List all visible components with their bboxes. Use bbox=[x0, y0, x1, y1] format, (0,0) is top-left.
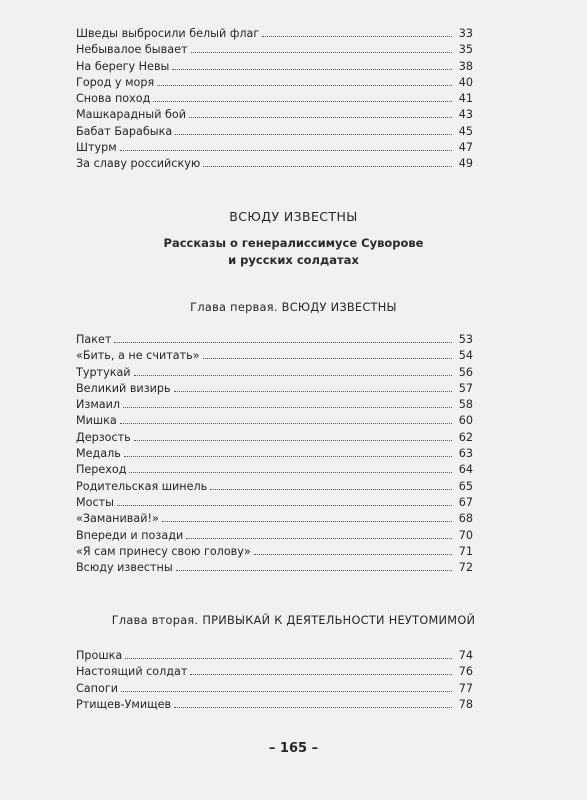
toc-entry-page: 70 bbox=[458, 528, 473, 542]
toc-entry-title: Впереди и позади bbox=[76, 528, 184, 542]
toc-entry bbox=[76, 124, 473, 140]
toc-entry-title: Мосты bbox=[76, 495, 114, 509]
toc-entry bbox=[76, 91, 473, 107]
toc-dot-leader bbox=[176, 570, 452, 571]
chapter-title: Глава вторая. ПРИВЫКАЙ К ДЕЯТЕЛЬНОСТИ НЕУТОМИМОЙ bbox=[111, 614, 476, 627]
toc-entry-title: Ртищев-Умищев bbox=[76, 697, 172, 711]
toc-dot-leader bbox=[210, 489, 452, 490]
toc-entry-page: 62 bbox=[458, 430, 473, 444]
toc-entry bbox=[76, 59, 473, 75]
toc-dot-leader bbox=[125, 658, 452, 659]
toc-entry-page: 56 bbox=[458, 365, 473, 379]
toc-dot-leader bbox=[114, 342, 452, 343]
toc-dot-leader bbox=[190, 674, 452, 675]
toc-entry-title: Великий визирь bbox=[76, 381, 171, 395]
toc-dot-leader bbox=[120, 423, 452, 424]
toc-entry bbox=[76, 365, 473, 381]
toc-dot-leader bbox=[134, 440, 452, 441]
toc-entry bbox=[76, 140, 473, 156]
toc-entry bbox=[76, 381, 473, 397]
toc-entry-page: 74 bbox=[458, 649, 473, 662]
toc-entry-page: 47 bbox=[458, 141, 473, 155]
toc-entry-title: Прошка bbox=[76, 649, 123, 662]
toc-dot-leader bbox=[203, 166, 452, 167]
toc-entry bbox=[76, 544, 473, 560]
toc-entry-page: 38 bbox=[458, 59, 473, 73]
toc-entry-title: Туртукай bbox=[76, 365, 131, 379]
section-subtitle-line2: и русских солдатах bbox=[228, 253, 359, 267]
toc-entry-title: Переход bbox=[76, 463, 127, 477]
toc-list-chapter1 bbox=[76, 332, 473, 576]
toc-entry-page: 43 bbox=[458, 108, 473, 122]
toc-dot-leader bbox=[172, 69, 452, 70]
section-subtitle-line1: Рассказы о генералиссимусе Суворове bbox=[163, 236, 424, 250]
toc-dot-leader bbox=[191, 52, 453, 53]
toc-dot-leader bbox=[121, 691, 452, 692]
toc-entry-page: 60 bbox=[458, 414, 473, 428]
toc-entry bbox=[76, 430, 473, 446]
toc-entry-title: Измаил bbox=[76, 398, 121, 412]
toc-list-chapter2 bbox=[76, 648, 473, 713]
toc-dot-leader bbox=[120, 150, 452, 151]
toc-entry bbox=[76, 560, 473, 576]
toc-entry-page: 58 bbox=[458, 398, 473, 412]
toc-entry-page: 35 bbox=[458, 43, 473, 57]
section-title: ВСЮДУ ИЗВЕСТНЫ bbox=[229, 209, 358, 224]
toc-dot-leader bbox=[134, 375, 452, 376]
toc-entry bbox=[76, 511, 473, 527]
toc-entry-page: 53 bbox=[458, 333, 473, 346]
toc-entry-title: Родительская шинель bbox=[76, 479, 208, 493]
toc-entry-page: 67 bbox=[458, 495, 473, 509]
toc-dot-leader bbox=[186, 538, 452, 539]
toc-entry bbox=[76, 664, 473, 680]
toc-entry-title: «Бить, а не считать» bbox=[76, 349, 200, 363]
toc-entry-title: Небывалое бывает bbox=[76, 43, 188, 57]
toc-list-top bbox=[76, 26, 473, 173]
toc-entry-title: Мишка bbox=[76, 414, 117, 428]
toc-entry-page: 65 bbox=[458, 479, 473, 493]
toc-entry bbox=[76, 697, 473, 713]
toc-dot-leader bbox=[203, 358, 452, 359]
toc-entry bbox=[76, 332, 473, 348]
toc-dot-leader bbox=[254, 554, 452, 555]
toc-dot-leader bbox=[262, 36, 452, 37]
toc-entry-title: Штурм bbox=[76, 141, 117, 155]
toc-dot-leader bbox=[175, 134, 452, 135]
toc-dot-leader bbox=[174, 391, 452, 392]
toc-entry-title: Бабат Барабыка bbox=[76, 124, 173, 138]
toc-entry bbox=[76, 397, 473, 413]
toc-entry-page: 57 bbox=[458, 381, 473, 395]
toc-entry bbox=[76, 156, 473, 172]
toc-entry bbox=[76, 462, 473, 478]
toc-entry bbox=[76, 75, 473, 91]
toc-entry-title: Пакет bbox=[76, 333, 112, 346]
toc-dot-leader bbox=[189, 117, 452, 118]
toc-dot-leader bbox=[162, 521, 452, 522]
toc-entry-title: Всюду известны bbox=[76, 561, 173, 575]
toc-entry-page: 54 bbox=[458, 349, 473, 363]
toc-entry bbox=[76, 479, 473, 495]
toc-entry bbox=[76, 413, 473, 429]
toc-entry-title: Шведы выбросили белый флаг bbox=[76, 27, 260, 40]
toc-entry-page: 78 bbox=[458, 697, 473, 711]
toc-entry bbox=[76, 648, 473, 664]
toc-entry-page: 63 bbox=[458, 447, 473, 461]
toc-entry-title: Сапоги bbox=[76, 681, 118, 695]
toc-entry-title: Снова поход bbox=[76, 92, 151, 106]
toc-dot-leader bbox=[124, 456, 452, 457]
toc-entry-page: 49 bbox=[458, 157, 473, 171]
toc-entry bbox=[76, 495, 473, 511]
toc-entry-title: «Заманивай!» bbox=[76, 512, 159, 526]
toc-entry bbox=[76, 348, 473, 364]
toc-entry-page: 77 bbox=[458, 681, 473, 695]
chapter-title: Глава первая. ВСЮДУ ИЗВЕСТНЫ bbox=[190, 301, 397, 314]
toc-dot-leader bbox=[157, 85, 452, 86]
toc-entry bbox=[76, 42, 473, 58]
toc-entry-page: 71 bbox=[458, 544, 473, 558]
toc-entry-page: 64 bbox=[458, 463, 473, 477]
toc-entry-title: Город у моря bbox=[76, 75, 155, 89]
toc-entry-title: На берегу Невы bbox=[76, 59, 170, 73]
toc-entry-title: Настоящий солдат bbox=[76, 665, 188, 679]
toc-entry bbox=[76, 107, 473, 123]
toc-entry-page: 72 bbox=[458, 561, 473, 575]
toc-dot-leader bbox=[117, 505, 452, 506]
toc-entry bbox=[76, 26, 473, 42]
toc-dot-leader bbox=[153, 101, 452, 102]
toc-entry-title: Машкарадный бой bbox=[76, 108, 187, 122]
toc-entry-page: 40 bbox=[458, 75, 473, 89]
toc-entry-title: За славу российскую bbox=[76, 157, 201, 171]
toc-entry bbox=[76, 528, 473, 544]
toc-dot-leader bbox=[123, 407, 452, 408]
page-number: – 165 – bbox=[268, 741, 319, 756]
toc-dot-leader bbox=[174, 707, 452, 708]
toc-entry-page: 76 bbox=[458, 665, 473, 679]
toc-entry-title: Дерзость bbox=[76, 430, 131, 444]
toc-entry bbox=[76, 681, 473, 697]
toc-entry-page: 45 bbox=[458, 124, 473, 138]
toc-entry-page: 33 bbox=[458, 27, 473, 40]
toc-entry-page: 68 bbox=[458, 512, 473, 526]
toc-entry bbox=[76, 446, 473, 462]
toc-entry-page: 41 bbox=[458, 92, 473, 106]
toc-dot-leader bbox=[129, 472, 452, 473]
toc-entry-title: Медаль bbox=[76, 447, 121, 461]
toc-entry-title: «Я сам принесу свою голову» bbox=[76, 544, 251, 558]
